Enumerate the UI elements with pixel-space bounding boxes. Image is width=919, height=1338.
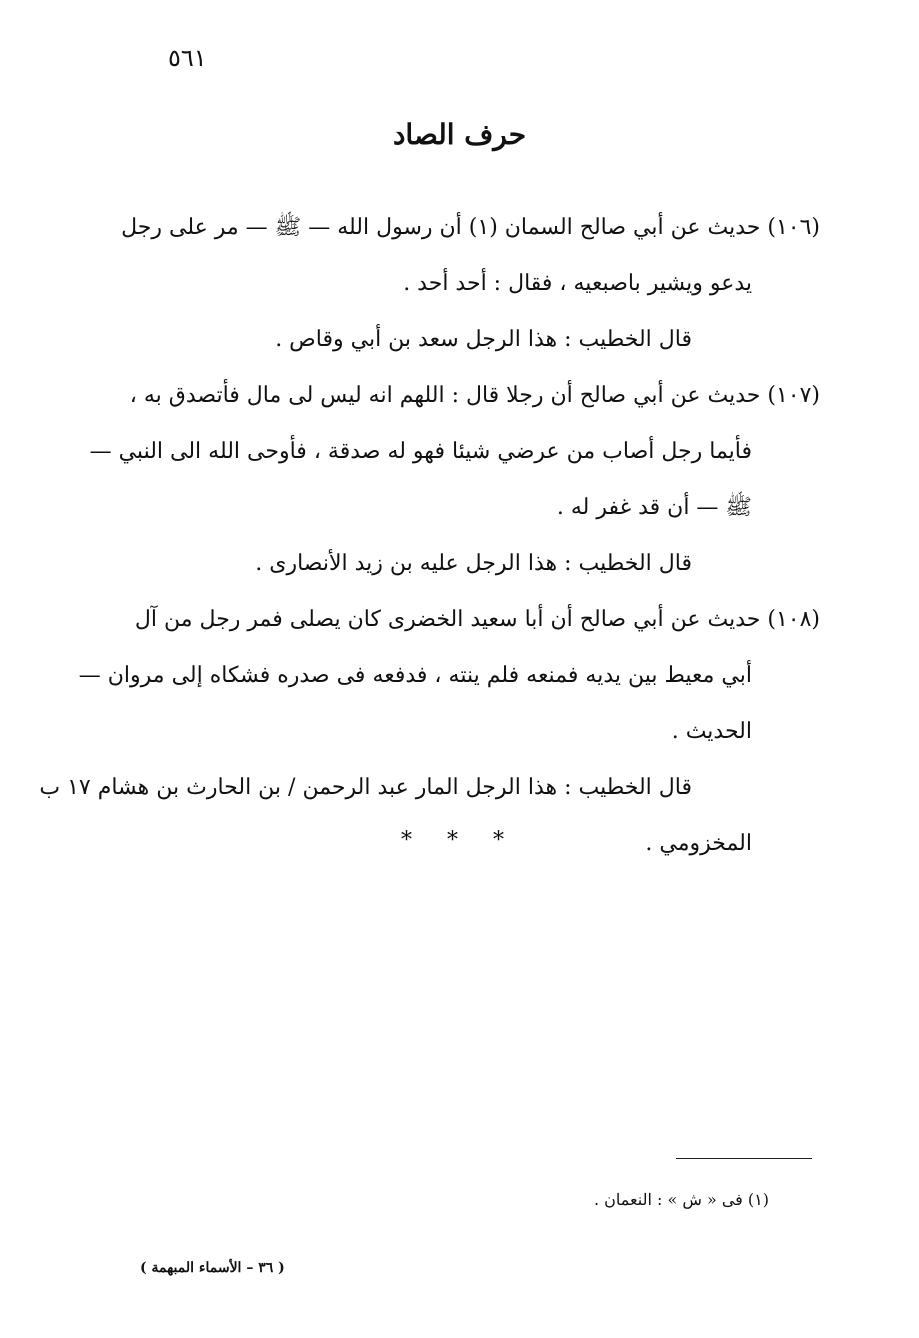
- section-divider-stars: * * *: [401, 828, 518, 853]
- body-text: [39, 200, 820, 872]
- hadith-107-khatib: قال الخطيب : هذا الرجل عليه بن زيد الأنصارى .: [255, 551, 692, 576]
- hadith-107-line-2: فأيما رجل أصاب من عرضي شيئا فهو له صدقة ، فأوحى الله الى النبي —: [89, 439, 752, 464]
- hadith-106-line-2: يدعو ويشير باصبعيه ، فقال : أحد أحد .: [403, 271, 752, 296]
- hadith-106-line-1: (١٠٦) حديث عن أبي صالح السمان (١) أن رسول الله — ﷺ — مر على رجل: [121, 215, 820, 240]
- footnote: (١) فى « ش » : النعمان .: [594, 1190, 769, 1209]
- chapter-title: حرف الصاد: [392, 118, 527, 151]
- signature-mark: ( ٣٦ – الأسماء المبهمة ): [140, 1260, 285, 1276]
- hadith-108-line-3: الحديث .: [671, 719, 752, 744]
- hadith-108-khatib: قال الخطيب : هذا الرجل المار عبد الرحمن / بن الحارث بن هشام ١٧ ب: [39, 775, 692, 800]
- hadith-108-line-2: أبي معيط بين يديه فمنعه فلم ينته ، فدفعه فى صدره فشكاه إلى مروان —: [78, 663, 752, 688]
- hadith-108-khatib-cont: المخزومي .: [645, 831, 752, 856]
- hadith-106-khatib: قال الخطيب : هذا الرجل سعد بن أبي وقاص .: [275, 327, 692, 352]
- hadith-107-line-1: (١٠٧) حديث عن أبي صالح أن رجلا قال : اللهم انه ليس لى مال فأتصدق به ،: [129, 383, 820, 408]
- footnote-rule: [676, 1158, 812, 1159]
- hadith-107-line-3: ﷺ — أن قد غفر له .: [556, 495, 752, 520]
- hadith-108-line-1: (١٠٨) حديث عن أبي صالح أن أبا سعيد الخضرى كان يصلى فمر رجل من آل: [134, 607, 820, 632]
- page-number: ٥٦١: [168, 44, 207, 72]
